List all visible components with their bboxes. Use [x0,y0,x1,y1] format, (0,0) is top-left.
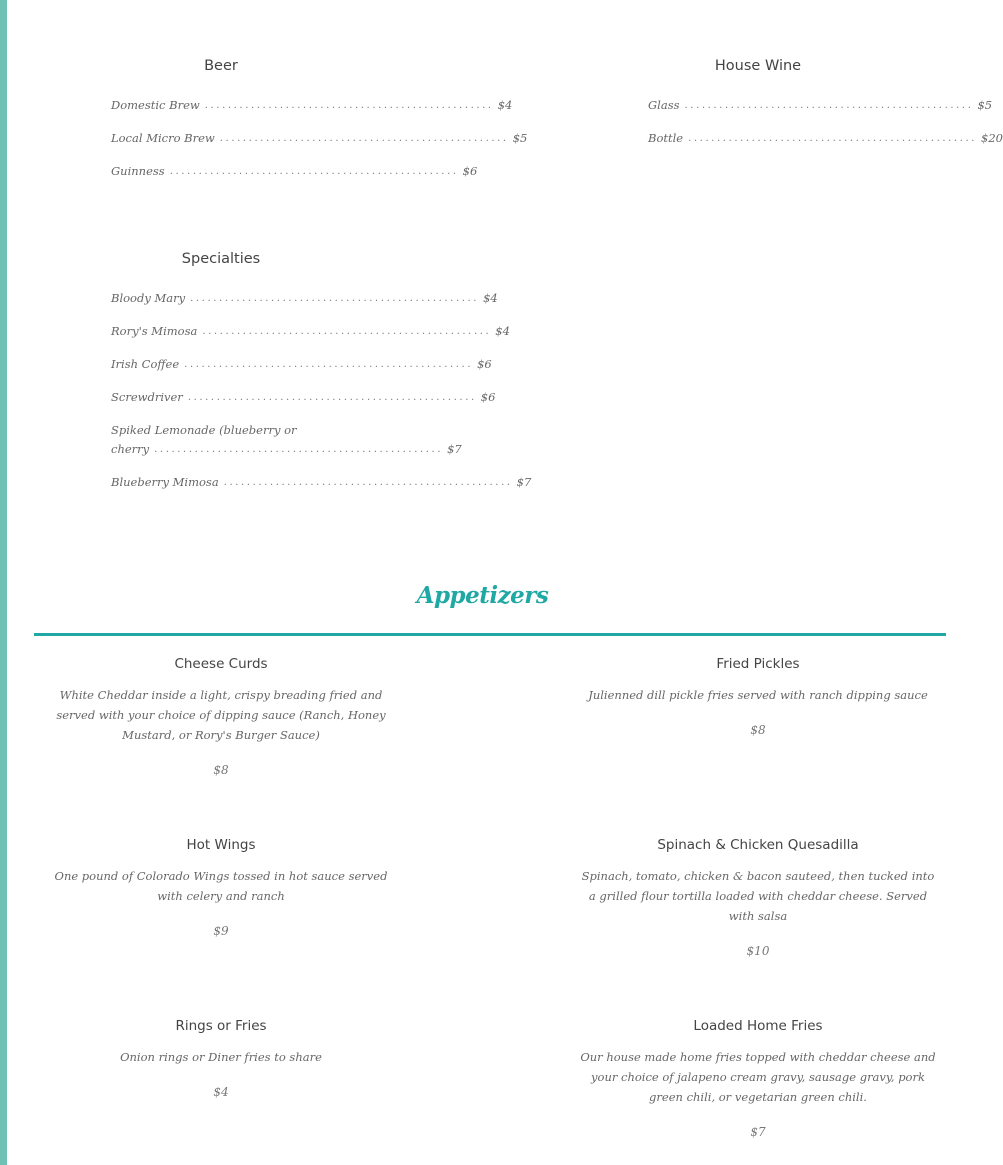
item-name: Bottle [648,131,684,145]
appetizer-description: Julienned dill pickle fries served with ranch dipping sauce [588,688,928,702]
appetizer-item [578,837,938,958]
section-divider [34,633,946,636]
appetizer-description: Onion rings or Diner fries to share [120,1050,322,1064]
leader-dots: .................................................. [187,392,477,403]
appetizer-price: $7 [750,1125,766,1139]
leader-dots: .................................................. [219,133,509,144]
leader-dots: .................................................. [184,359,474,370]
item-price: $4 [497,98,513,112]
list-item [111,96,513,115]
item-name: Guinness [111,164,165,178]
list-item [648,96,993,115]
item-name: Rory's Mimosa [111,324,198,338]
list-item [111,322,510,341]
item-name: Screwdriver [111,390,183,404]
item-name-line2: cherry [111,442,150,456]
list-item [111,473,532,492]
item-price: $7 [516,475,532,489]
specialties-title: Specialties [181,251,261,267]
item-price: $7 [447,442,462,456]
item-name: Domestic Brew [111,98,200,112]
appetizer-item [41,656,401,777]
item-name: Irish Coffee [111,357,180,371]
item-name: Bloody Mary [111,291,186,305]
appetizer-title: Fried Pickles [716,656,800,672]
leader-dots: .................................................. [204,100,494,111]
appetizer-price: $4 [213,1085,229,1099]
leader-dots: .................................................. [190,293,480,304]
house-wine-list [648,96,1003,162]
item-price: $5 [977,98,993,112]
list-item [111,289,498,308]
appetizer-title: Hot Wings [186,837,256,853]
item-name: Local Micro Brew [111,131,215,145]
list-item [111,129,528,148]
appetizer-description: Our house made home fries topped with cheddar cheese and your choice of jalapeno cream gravy, sausage gravy, pork green chili, or vegetarian green chili. [580,1050,936,1104]
specialties-list [111,289,532,506]
appetizer-description: Spinach, tomato, chicken & bacon sauteed, then tucked into a grilled flour tortilla loaded with cheddar cheese. Served with salsa [581,869,935,923]
appetizer-price: $8 [213,763,229,777]
appetizer-title: Rings or Fries [175,1018,267,1034]
house-wine-title: House Wine [714,58,802,74]
appetizer-price: $10 [746,944,770,958]
appetizers-heading: Appetizers [416,582,549,609]
leader-dots: .................................................. [223,477,513,488]
item-price: $20 [981,131,1003,145]
leader-dots: .................................................. [688,133,978,144]
list-item [648,129,1003,148]
leader-dots: .................................................. [684,100,974,111]
item-price: $5 [512,131,528,145]
appetizer-title: Spinach & Chicken Quesadilla [657,837,859,853]
list-item [111,162,478,181]
appetizer-price: $8 [750,723,766,737]
appetizer-item [41,837,401,938]
item-price: $6 [477,357,492,371]
appetizer-title: Loaded Home Fries [693,1018,823,1034]
appetizer-item [578,1018,938,1139]
item-price: $4 [483,291,498,305]
appetizer-description: One pound of Colorado Wings tossed in hot sauce served with celery and ranch [54,869,388,903]
list-item [111,421,462,459]
appetizer-item [41,1018,401,1099]
appetizer-price: $9 [213,924,229,938]
leader-dots: .................................................. [169,166,459,177]
leader-dots: .................................................. [202,326,492,337]
item-name: Blueberry Mimosa [111,475,219,489]
item-price: $4 [495,324,510,338]
beer-title: Beer [204,58,238,74]
item-price: $6 [480,390,496,404]
list-item [111,355,492,374]
appetizer-description: White Cheddar inside a light, crispy breading fried and served with your choice of dipping sauce (Ranch, Honey Mustard, or Rory's Burger Sauce) [56,688,386,742]
list-item [111,388,496,407]
item-name: Glass [648,98,680,112]
item-price: $6 [462,164,478,178]
beer-list [111,96,528,195]
item-name-line1: Spiked Lemonade (blueberry or [111,423,297,437]
leader-dots: .................................................. [154,444,444,455]
appetizer-item [578,656,938,737]
appetizer-title: Cheese Curds [174,656,268,672]
item-line2 [111,440,462,459]
